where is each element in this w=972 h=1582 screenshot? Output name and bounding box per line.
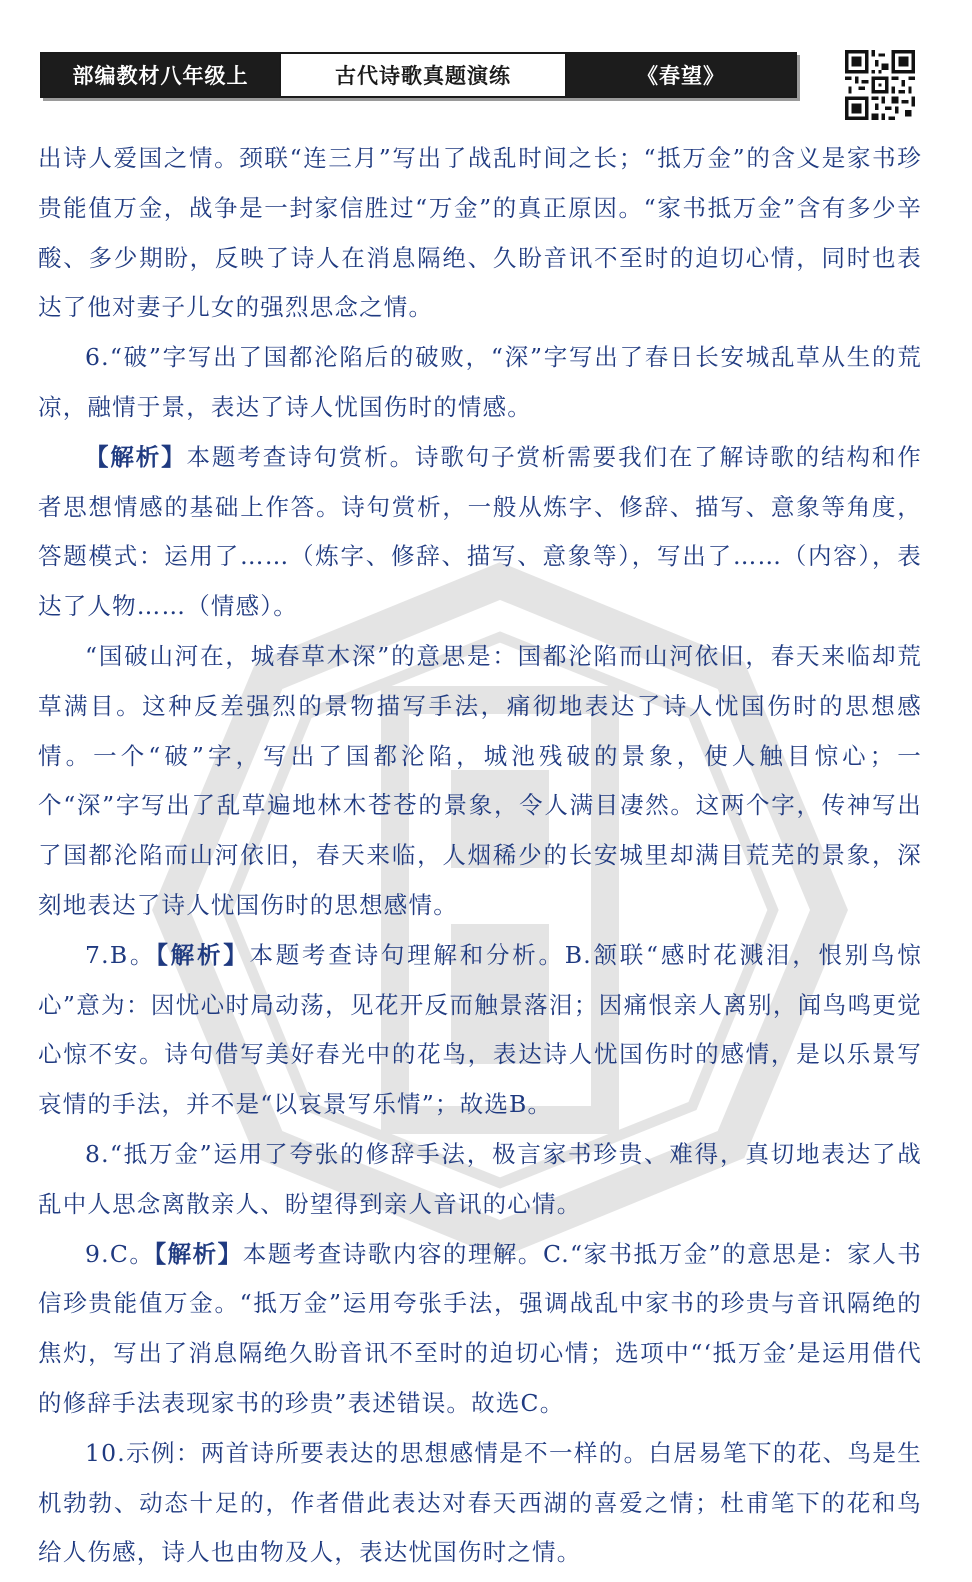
analysis-tag: 【解析】 (156, 940, 250, 969)
answer-9 (38, 1230, 922, 1429)
paragraph-text: 本题考查诗歌内容的理解。C.“家书抵万金”的意思是：家人书信珍贵能值万金。“抵万金”运用夸张手法，强调战乱中家书的珍贵与音讯隔绝的焦灼，写出了消息隔绝久盼音讯不至时的迫切心情；选项中“‘抵万金’是运用借代的修辞手法表现家书的珍贵”表述错误。故选C。 (38, 1239, 922, 1417)
answer-8 (38, 1130, 922, 1230)
explanation-paragraph (38, 632, 922, 931)
paragraph-continuation (38, 134, 922, 333)
page-header (40, 52, 797, 98)
paragraph-text: 8.“抵万金”运用了夸张的修辞手法，极言家书珍贵、难得，真切地表达了战乱中人思念离散亲人、盼望得到亲人音讯的心情。 (38, 1139, 922, 1218)
paragraph-text: 6.“破”字写出了国都沦陷后的破败，“深”字写出了春日长安城乱草从生的荒凉，融情于景，表达了诗人忧国伤时的情感。 (38, 343, 922, 421)
header-poem-title: 《春望》 (567, 54, 795, 96)
analysis-6 (38, 433, 922, 632)
answer-6 (38, 333, 922, 433)
answer-prefix: 9.C。 (85, 1239, 155, 1268)
analysis-tag: 【解析】 (85, 442, 187, 471)
paragraph-text: 本题考查诗句赏析。诗歌句子赏析需要我们在了解诗歌的结构和作者思想情感的基础上作答。诗句赏析，一般从炼字、修辞、描写、意象等角度，答题模式：运用了……（炼字、修辞、描写、意象等），写出了……（内容），表达了人物……（情感）。 (38, 442, 922, 621)
paragraph-text: 本题考查诗句理解和分析。B.颔联“感时花溅泪，恨别鸟惊心”意为：因忧心时局动荡，见花开反而触景落泪；因痛恨亲人离别，闻鸟鸣更觉心惊不安。诗句借写美好春光中的花鸟，表达诗人忧国伤时的感情，是以乐景写哀情的手法，并不是“以哀景写乐情”；故选B。 (38, 940, 922, 1119)
paragraph-text: 出诗人爱国之情。颈联“连三月”写出了战乱时间之长；“抵万金”的含义是家书珍贵能值万金，战争是一封家信胜过“万金”的真正原因。“家书抵万金”含有多少辛酸、多少期盼，反映了诗人在消息隔绝、久盼音讯不至时的迫切心情，同时也表达了他对妻子儿女的强烈思念之情。 (38, 144, 922, 322)
qr-code-icon (845, 50, 915, 120)
answer-7 (38, 931, 922, 1130)
answer-prefix: 7.B。 (85, 940, 157, 969)
paragraph-text: 10.示例：两首诗所要表达的思想感情是不一样的。白居易笔下的花、鸟是生机勃勃、动态十足的，作者借此表达对春天西湖的喜爱之情；杜甫笔下的花和鸟给人伤感，诗人也由物及人，表达忧国伤时之情。 (38, 1438, 922, 1567)
analysis-tag: 【解析】 (154, 1239, 243, 1268)
header-grade-label: 部编教材八年级上 (42, 54, 279, 96)
answer-content (38, 134, 922, 1578)
header-section-title: 古代诗歌真题演练 (279, 54, 567, 96)
paragraph-text: “国破山河在，城春草木深”的意思是：国都沦陷而山河依旧，春天来临却荒草满目。这种反差强烈的景物描写手法，痛彻地表达了诗人忧国伤时的思想感情。一个“破”字，写出了国都沦陷，城池残破的景象，使人触目惊心；一个“深”字写出了乱草遍地林木苍苍的景象，令人满目凄然。这两个字，传神写出了国都沦陷而山河依旧，春天来临，人烟稀少的长安城里却满目荒芜的景象，深刻地表达了诗人忧国伤时的思想感情。 (38, 641, 922, 919)
answer-10 (38, 1429, 922, 1578)
